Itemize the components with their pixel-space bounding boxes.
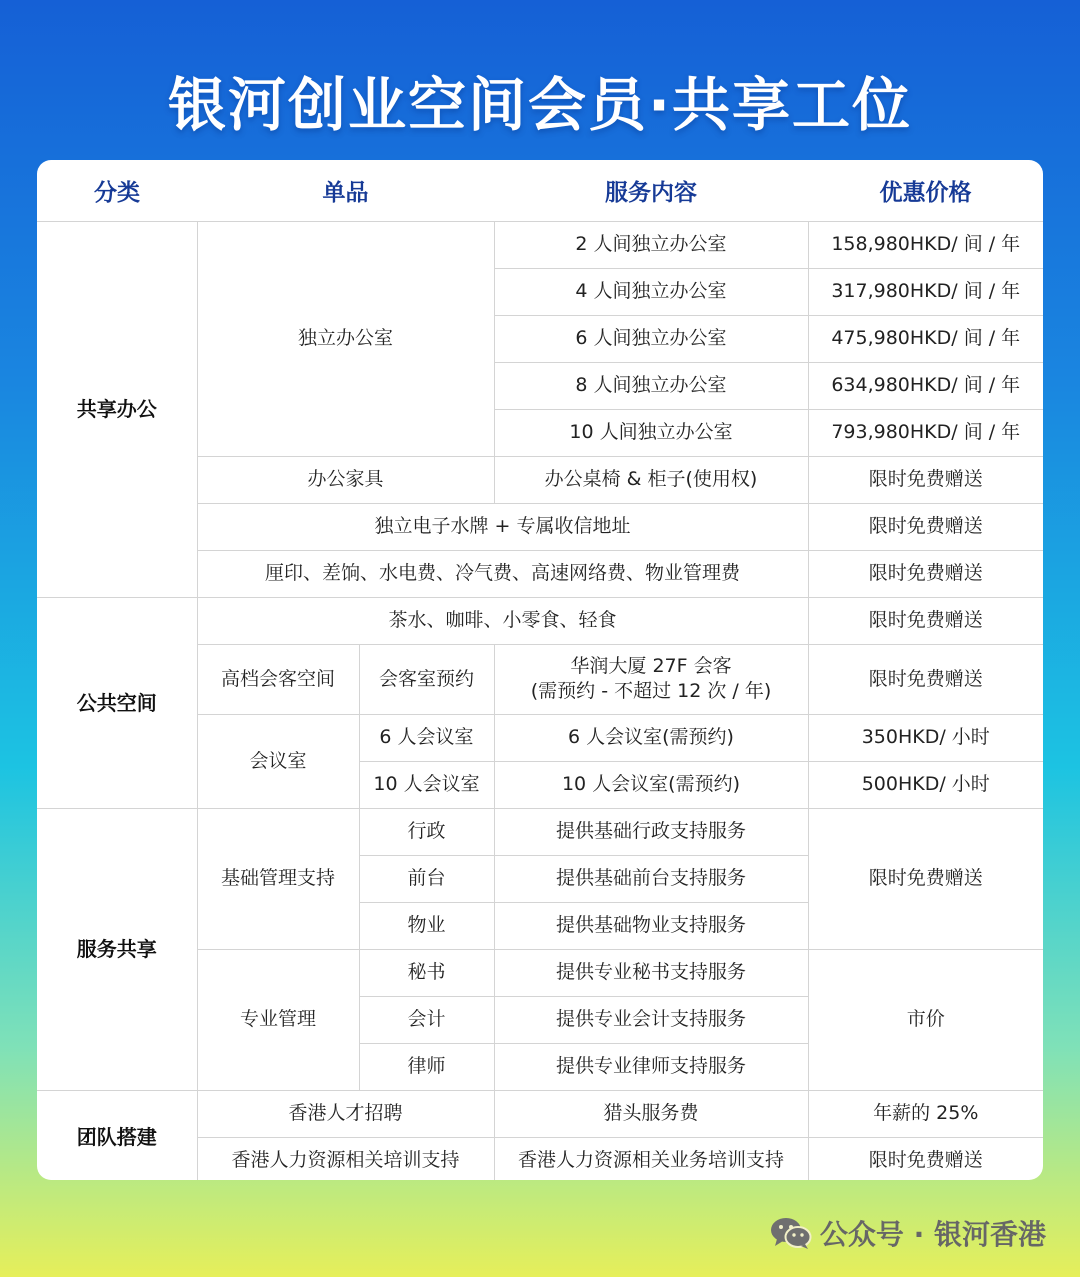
service-cell: 8 人间独立办公室 <box>494 362 808 409</box>
table-row <box>37 808 1043 855</box>
price-cell: 475,980HKD/ 间 / 年 <box>808 315 1043 362</box>
price-cell: 限时免费赠送 <box>808 597 1043 644</box>
service-cell: 提供专业秘书支持服务 <box>494 949 808 996</box>
service-cell: 提供专业律师支持服务 <box>494 1043 808 1090</box>
sub-item-cell: 6 人会议室 <box>359 714 494 761</box>
price-cell: 350HKD/ 小时 <box>808 714 1043 761</box>
category-service-share: 服务共享 <box>37 808 197 1090</box>
table-header <box>37 160 1043 221</box>
sub-item-cell: 律师 <box>359 1043 494 1090</box>
service-cell: 2 人间独立办公室 <box>494 221 808 268</box>
sub-item-cell: 行政 <box>359 808 494 855</box>
page-title: 银河创业空间会员·共享工位 <box>167 71 913 139</box>
price-cell: 限时免费赠送 <box>808 1137 1043 1180</box>
price-cell: 158,980HKD/ 间 / 年 <box>808 221 1043 268</box>
service-cell: 茶水、咖啡、小零食、轻食 <box>197 597 808 644</box>
price-cell: 634,980HKD/ 间 / 年 <box>808 362 1043 409</box>
sub-item-cell: 秘书 <box>359 949 494 996</box>
table-row <box>37 597 1043 644</box>
header-category: 分类 <box>37 160 197 221</box>
category-shared-office: 共享办公 <box>37 221 197 597</box>
service-cell: 办公桌椅 & 柜子(使用权) <box>494 456 808 503</box>
sub-item-cell: 物业 <box>359 902 494 949</box>
price-cell: 限时免费赠送 <box>808 808 1043 949</box>
footer-text: 公众号 · 银河香港 <box>819 1218 1046 1251</box>
service-cell: 6 人间独立办公室 <box>494 315 808 362</box>
service-cell: 提供基础前台支持服务 <box>494 855 808 902</box>
service-cell: 4 人间独立办公室 <box>494 268 808 315</box>
price-cell: 限时免费赠送 <box>808 550 1043 597</box>
service-cell: 10 人会议室(需预约) <box>494 761 808 808</box>
header-item: 单品 <box>197 160 494 221</box>
item-reception: 高档会客空间 <box>197 644 359 714</box>
service-cell: 香港人力资源相关业务培训支持 <box>494 1137 808 1180</box>
sub-item-cell: 10 人会议室 <box>359 761 494 808</box>
service-line: (需预约 - 不超过 12 次 / 年) <box>530 680 772 702</box>
service-cell: 猎头服务费 <box>494 1090 808 1137</box>
footer-watermark <box>770 1213 1046 1253</box>
header-price: 优惠价格 <box>808 160 1043 221</box>
header-service: 服务内容 <box>494 160 808 221</box>
pricing-card <box>37 160 1043 1180</box>
price-cell: 年薪的 25% <box>808 1090 1043 1137</box>
price-cell: 793,980HKD/ 间 / 年 <box>808 409 1043 456</box>
pricing-table <box>37 160 1043 1180</box>
price-cell: 市价 <box>808 949 1043 1090</box>
service-cell: 6 人会议室(需预约) <box>494 714 808 761</box>
service-cell: 厘印、差饷、水电费、冷气费、高速网络费、物业管理费 <box>197 550 808 597</box>
item-private-office: 独立办公室 <box>197 221 494 456</box>
table-row <box>37 1090 1043 1137</box>
service-cell: 提供专业会计支持服务 <box>494 996 808 1043</box>
sub-item-cell: 会客室预约 <box>359 644 494 714</box>
item-basic-management: 基础管理支持 <box>197 808 359 949</box>
item-furniture: 办公家具 <box>197 456 494 503</box>
item-cell: 香港人力资源相关培训支持 <box>197 1137 494 1180</box>
item-meeting-room: 会议室 <box>197 714 359 808</box>
service-line: 华润大厦 27F 会客 <box>570 655 732 678</box>
price-cell: 317,980HKD/ 间 / 年 <box>808 268 1043 315</box>
table-row <box>37 221 1043 268</box>
price-cell: 限时免费赠送 <box>808 644 1043 714</box>
service-cell: 独立电子水牌 + 专属收信地址 <box>197 503 808 550</box>
item-professional-management: 专业管理 <box>197 949 359 1090</box>
price-cell: 限时免费赠送 <box>808 456 1043 503</box>
category-team: 团队搭建 <box>37 1090 197 1180</box>
service-cell <box>494 644 808 714</box>
service-cell: 提供基础物业支持服务 <box>494 902 808 949</box>
price-cell: 限时免费赠送 <box>808 503 1043 550</box>
sub-item-cell: 会计 <box>359 996 494 1043</box>
sub-item-cell: 前台 <box>359 855 494 902</box>
price-cell: 500HKD/ 小时 <box>808 761 1043 808</box>
category-public-space: 公共空间 <box>37 597 197 808</box>
wechat-icon <box>770 1216 812 1250</box>
service-cell: 提供基础行政支持服务 <box>494 808 808 855</box>
item-cell: 香港人才招聘 <box>197 1090 494 1137</box>
service-cell: 10 人间独立办公室 <box>494 409 808 456</box>
